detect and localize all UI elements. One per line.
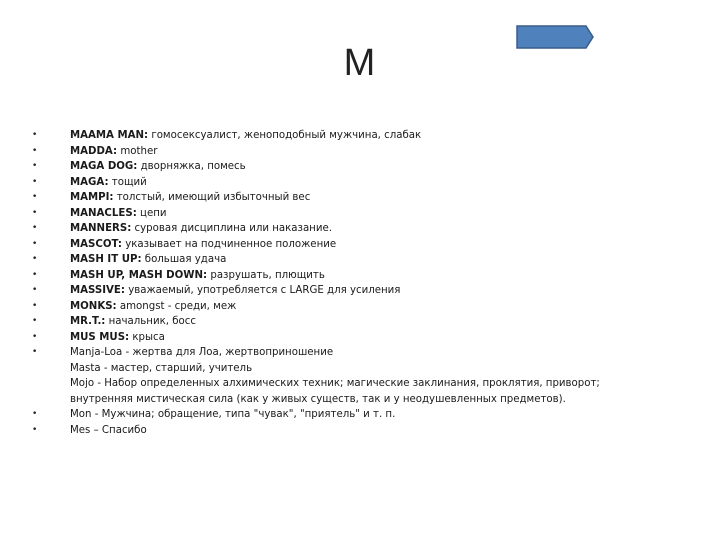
entry-definition: толстый, имеющий избыточный вес (113, 192, 311, 203)
entry-term: MUS MUS: (70, 331, 130, 343)
entry-term: MAGA DOG: (70, 161, 138, 172)
list-item (32, 206, 692, 222)
glossary-list (32, 128, 692, 438)
entry-term: MANACLES: (70, 207, 137, 219)
entry-definition: mother (117, 145, 158, 157)
entry-definition: крыса (129, 331, 165, 343)
block-line: Mojo - Набор определенных алхимических техник; магические заклинания, проклятия, приворот; (70, 378, 600, 389)
list-item (32, 423, 692, 439)
entry-term: MASH UP, MASH DOWN: (70, 269, 208, 281)
entry-definition: цепи (136, 207, 167, 219)
entry-definition: уважаемый, употребляется с LARGE для усиления (124, 285, 401, 296)
list-item (32, 330, 692, 346)
entry-term: MADDA: (70, 145, 118, 157)
list-item (32, 159, 692, 175)
list-item (32, 144, 692, 160)
entry-term: MASSIVE: (70, 285, 125, 296)
list-item (32, 407, 692, 423)
entry-definition: суровая дисциплина или наказание. (131, 223, 332, 234)
entry-text: Mon - Мужчина; обращение, типа "чувак", "приятель" и т. п. (70, 409, 396, 420)
entry-definition: amongst - среди, меж (116, 300, 237, 312)
entry-definition: дворняжка, помесь (137, 161, 246, 172)
entry-definition: большая удача (141, 254, 227, 265)
entry-term: MONKS: (70, 300, 117, 312)
entry-term: MR.T.: (70, 316, 106, 327)
list-item (32, 175, 692, 191)
entry-term: MAGA: (70, 176, 109, 188)
entry-definition: разрушать, плющить (207, 269, 325, 281)
list-item (32, 268, 692, 284)
entry-term: MASH IT UP: (70, 254, 142, 265)
entry-text: Mes – Спасибо (70, 424, 147, 436)
entry-term: MAMPI: (70, 192, 114, 203)
list-item (32, 283, 692, 299)
list-item (32, 252, 692, 268)
slide-title: M (343, 42, 377, 84)
list-item (32, 314, 692, 330)
entry-term: MANNERS: (70, 223, 132, 234)
entry-definition: гомосексуалист, женоподобный мужчина, слабак (148, 130, 422, 141)
block-line: Masta - мастер, старший, учитель (70, 362, 253, 374)
block-line: внутренняя мистическая сила (как у живых существ, так и у неодушевленных предметов). (70, 393, 566, 405)
entry-term: MAAMA MAN: (70, 130, 149, 141)
block-line: • Manja-Loa - жертва для Лоа, жертвоприношение (70, 347, 334, 358)
entry-definition: тощий (108, 176, 147, 188)
entry-term: MASCOT: (70, 238, 122, 250)
list-item (32, 237, 692, 253)
list-item (32, 299, 692, 315)
list-item (32, 128, 692, 144)
list-item-block (32, 345, 692, 407)
entry-definition: указывает на подчиненное положение (121, 238, 337, 250)
entry-definition: начальник, босс (105, 316, 196, 327)
list-item (32, 190, 692, 206)
list-item (32, 221, 692, 237)
